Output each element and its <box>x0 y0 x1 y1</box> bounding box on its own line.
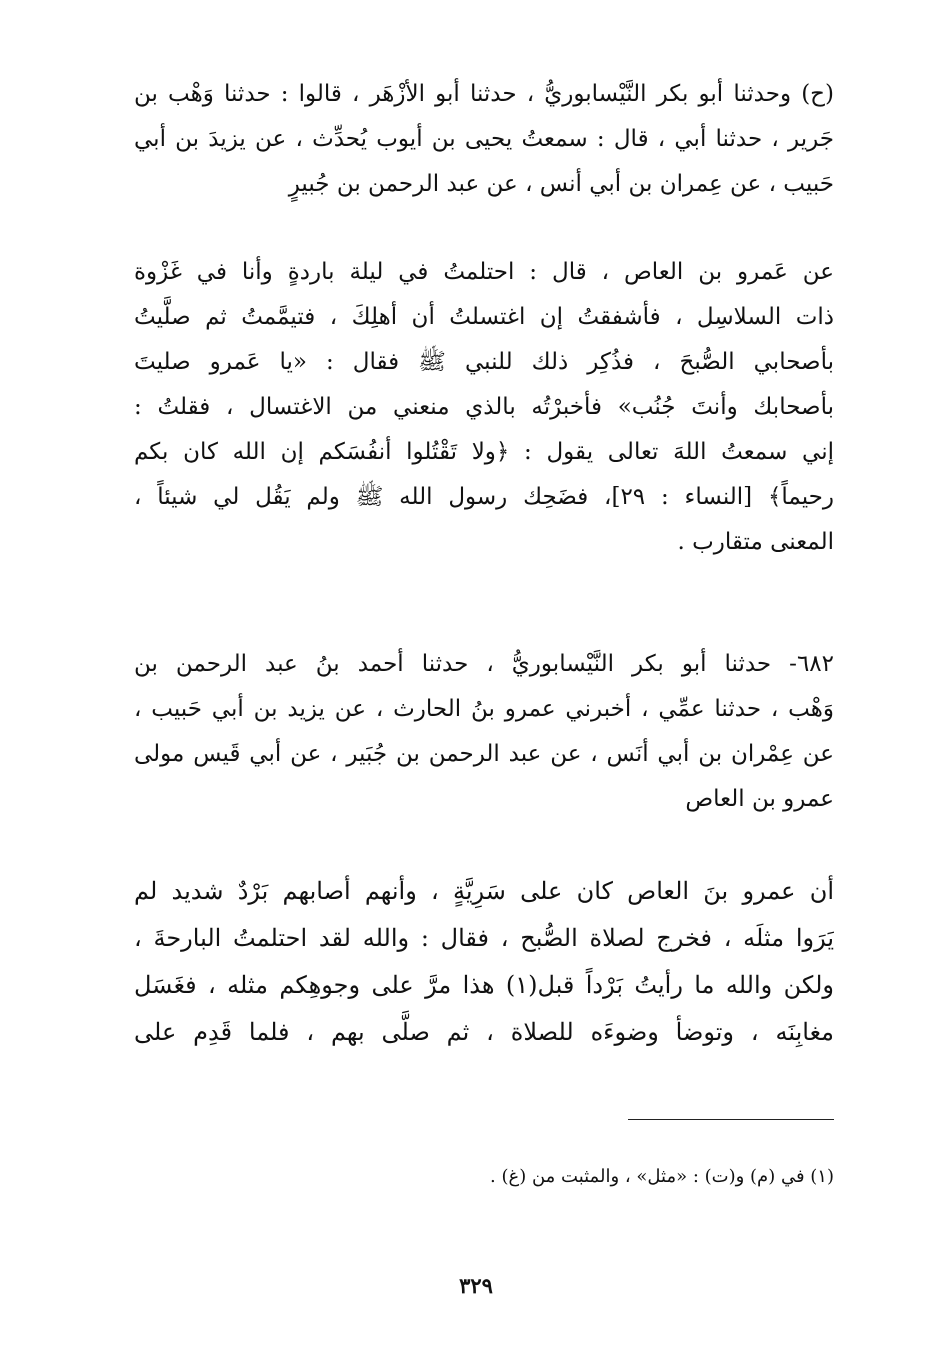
text-line: بأصحابك وأنتَ جُنُب» فأخبرْتُه بالذي منعني من الاغتسال ، فقلتُ : <box>134 394 834 420</box>
text-line: وَهْب ، حدثنا عمِّي ، أخبرني عمرو بنُ الحارث ، عن يزيد بن أبي حَبيب ، <box>134 696 834 722</box>
text-line: المعنى متقارب . <box>677 529 834 555</box>
text-line: رحيماً﴾ [النساء : ٢٩]، فضَحِك رسول الله ﷺ ولم يَقُل لي شيئاً ، <box>134 484 834 510</box>
text-line: بأصحابي الصُّبحَ ، فذُكِر ذلك للنبي ﷺ فقال : «يا عَمرو صليتَ <box>134 349 834 375</box>
text-line: (ح) وحدثنا أبو بكر النَّيْسابوريُّ ، حدثنا أبو الأزْهَر ، قالوا : حدثنا وَهْب بن <box>134 81 834 107</box>
text-line: جَرير ، حدثنا أبي ، قال : سمعتُ يحيى بن أيوب يُحدِّث ، عن يزيدَ بن أبي <box>134 126 834 152</box>
text-line: عن عَمرو بن العاص ، قال : احتلمتُ في ليلة باردةٍ وأنا في غَزْوة <box>134 259 834 285</box>
text-line: ولكن والله ما رأيتُ بَرْداً قبل(١) هذا مرَّ على وجوهِكم مثله ، فغَسَل <box>134 971 834 999</box>
paragraph-matn-1 <box>134 250 834 565</box>
text-line: ذات السلاسِل ، فأشفقتُ إن اغتسلتُ أن أهلِكَ ، فتيمَّمتُ ثم صلَّيتُ <box>134 304 834 330</box>
footnote: (١) في (م) و(ت) : «مثل» ، والمثبت من (غ) . <box>490 1166 834 1187</box>
text-line: حَبيب ، عن عِمران بن أبي أنس ، عن عبد الرحمن بن جُبيرٍ <box>288 171 834 197</box>
paragraph-matn-682 <box>134 868 834 1056</box>
text-line: عن عِمْران بن أبي أنَس ، عن عبد الرحمن بن جُبَير ، عن أبي قَيس مولى <box>134 741 834 767</box>
text-line: عمرو بن العاص <box>685 786 834 812</box>
footnote-divider <box>628 1119 834 1120</box>
text-line: ٦٨٢- حدثنا أبو بكر النَّيْسابوريُّ ، حدثنا أحمد بنُ عبد الرحمن بن <box>134 651 834 677</box>
text-line: مغابِنَه ، وتوضأ وضوءَه للصلاة ، ثم صلَّى بهم ، فلما قَدِم على <box>134 1018 834 1046</box>
paragraph-isnad-682 <box>134 642 834 822</box>
text-line: أن عمرو بنَ العاص كان على سَرِيَّةٍ ، وأنهم أصابهم بَرْدٌ شديد لم <box>134 877 834 905</box>
text-line: إني سمعتُ اللهَ تعالى يقول : ﴿ولا تَقْتُلوا أنفُسَكم إن الله كان بكم <box>134 439 834 465</box>
text-line: يَرَوا مثلَه ، فخرج لصلاة الصُّبح ، فقال : والله لقد احتلمتُ البارحةَ ، <box>134 924 834 952</box>
page-number: ٣٢٩ <box>459 1273 493 1298</box>
paragraph-isnad-1 <box>134 72 834 207</box>
